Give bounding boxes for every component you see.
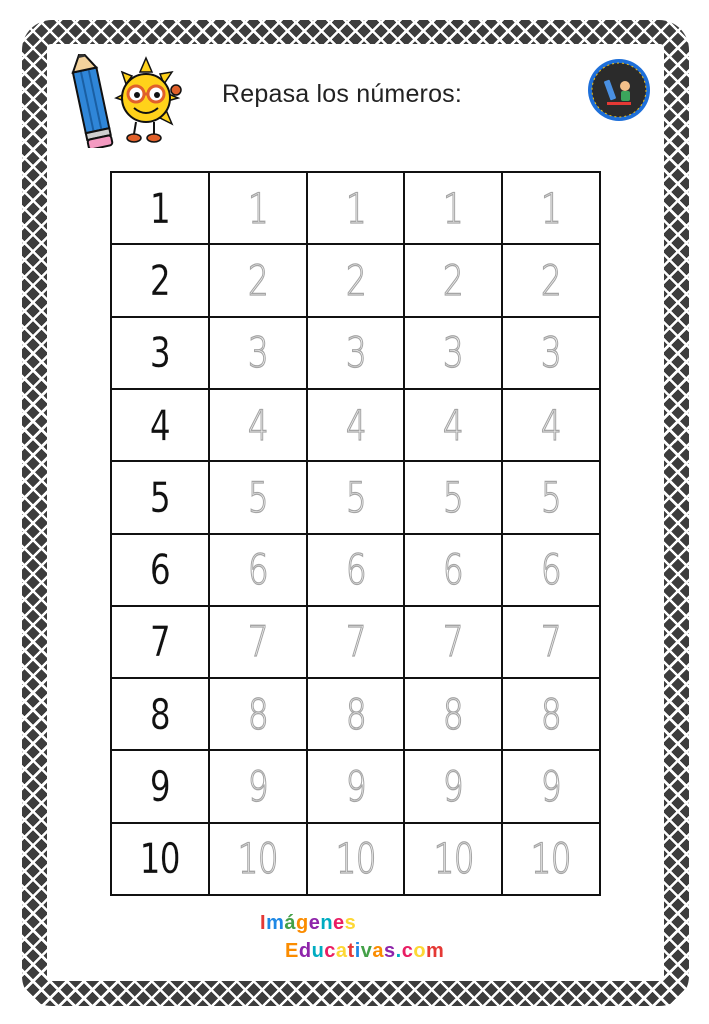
trace-number-cell[interactable] — [210, 751, 308, 823]
dotted-trace-number: 4 — [443, 400, 464, 450]
trace-number-cell[interactable] — [210, 462, 308, 534]
trace-number-cell[interactable] — [503, 390, 601, 462]
dotted-trace-number: 9 — [541, 762, 562, 812]
trace-number-cell[interactable] — [503, 535, 601, 607]
model-number: 4 — [149, 400, 170, 450]
trace-number-cell[interactable] — [503, 679, 601, 751]
model-number: 10 — [139, 834, 180, 884]
trace-number-cell[interactable] — [503, 318, 601, 390]
model-number: 7 — [149, 617, 170, 667]
brand-line-1: Imágenes — [260, 912, 357, 934]
trace-number-cell[interactable] — [308, 824, 406, 896]
dotted-trace-number: 1 — [541, 183, 562, 233]
trace-number-cell[interactable] — [308, 390, 406, 462]
dotted-trace-number: 8 — [443, 689, 464, 739]
dotted-trace-number: 1 — [443, 183, 464, 233]
dotted-trace-number: 6 — [345, 545, 366, 595]
trace-number-cell[interactable] — [210, 535, 308, 607]
dotted-trace-number: 10 — [237, 834, 278, 884]
dotted-trace-number: 5 — [541, 472, 562, 522]
dotted-trace-number: 5 — [443, 472, 464, 522]
trace-number-cell[interactable] — [405, 751, 503, 823]
trace-number-cell[interactable] — [210, 245, 308, 317]
trace-number-cell[interactable] — [503, 462, 601, 534]
model-number: 9 — [149, 762, 170, 812]
dotted-trace-number: 7 — [345, 617, 366, 667]
model-number: 2 — [149, 255, 170, 305]
trace-number-cell[interactable] — [405, 390, 503, 462]
model-number: 8 — [149, 689, 170, 739]
model-number-cell — [112, 824, 210, 896]
dotted-trace-number: 3 — [345, 328, 366, 378]
trace-number-cell[interactable] — [308, 535, 406, 607]
trace-number-cell[interactable] — [405, 607, 503, 679]
dotted-trace-number: 4 — [247, 400, 268, 450]
dotted-trace-number: 3 — [541, 328, 562, 378]
model-number-cell — [112, 679, 210, 751]
dotted-trace-number: 5 — [345, 472, 366, 522]
trace-number-cell[interactable] — [210, 824, 308, 896]
dotted-trace-number: 6 — [541, 545, 562, 595]
trace-number-cell[interactable] — [308, 318, 406, 390]
dotted-trace-number: 5 — [247, 472, 268, 522]
trace-number-cell[interactable] — [308, 245, 406, 317]
dotted-trace-number: 10 — [335, 834, 376, 884]
trace-number-cell[interactable] — [405, 318, 503, 390]
dotted-trace-number: 6 — [443, 545, 464, 595]
dotted-trace-number: 9 — [443, 762, 464, 812]
model-number-cell — [112, 607, 210, 679]
number-tracing-grid — [110, 171, 601, 896]
model-number-cell — [112, 318, 210, 390]
trace-number-cell[interactable] — [210, 679, 308, 751]
dotted-trace-number: 2 — [443, 255, 464, 305]
model-number: 1 — [149, 183, 170, 233]
dotted-trace-number: 8 — [541, 689, 562, 739]
model-number: 5 — [149, 472, 170, 522]
dotted-trace-number: 10 — [433, 834, 474, 884]
trace-number-cell[interactable] — [405, 173, 503, 245]
dotted-trace-number: 2 — [345, 255, 366, 305]
dotted-trace-number: 1 — [247, 183, 268, 233]
dotted-trace-number: 4 — [541, 400, 562, 450]
trace-number-cell[interactable] — [210, 607, 308, 679]
trace-number-cell[interactable] — [405, 824, 503, 896]
dotted-trace-number: 2 — [247, 255, 268, 305]
pencil-sun-mascot-icon — [68, 54, 184, 148]
trace-number-cell[interactable] — [503, 607, 601, 679]
model-number-cell — [112, 173, 210, 245]
model-number-cell — [112, 462, 210, 534]
model-number-cell — [112, 390, 210, 462]
trace-number-cell[interactable] — [308, 679, 406, 751]
trace-number-cell[interactable] — [308, 173, 406, 245]
trace-number-cell[interactable] — [405, 679, 503, 751]
trace-number-cell[interactable] — [308, 462, 406, 534]
dotted-trace-number: 9 — [345, 762, 366, 812]
model-number-cell — [112, 535, 210, 607]
dotted-trace-number: 4 — [345, 400, 366, 450]
dotted-trace-number: 7 — [541, 617, 562, 667]
dotted-trace-number: 2 — [541, 255, 562, 305]
imagenes-educativas-logo-icon — [587, 58, 651, 122]
trace-number-cell[interactable] — [308, 607, 406, 679]
trace-number-cell[interactable] — [503, 173, 601, 245]
trace-number-cell[interactable] — [308, 751, 406, 823]
model-number: 3 — [149, 328, 170, 378]
dotted-trace-number: 3 — [443, 328, 464, 378]
trace-number-cell[interactable] — [503, 824, 601, 896]
dotted-trace-number: 8 — [345, 689, 366, 739]
trace-number-cell[interactable] — [210, 390, 308, 462]
trace-number-cell[interactable] — [405, 462, 503, 534]
dotted-trace-number: 8 — [247, 689, 268, 739]
model-number-cell — [112, 751, 210, 823]
brand-line-2: Educativas.com — [285, 940, 445, 962]
trace-number-cell[interactable] — [405, 245, 503, 317]
trace-number-cell[interactable] — [503, 245, 601, 317]
trace-number-cell[interactable] — [210, 318, 308, 390]
dotted-trace-number: 6 — [247, 545, 268, 595]
dotted-trace-number: 9 — [247, 762, 268, 812]
trace-number-cell[interactable] — [405, 535, 503, 607]
page-title: Repasa los números: — [222, 80, 463, 108]
dotted-trace-number: 10 — [531, 834, 572, 884]
dotted-trace-number: 3 — [247, 328, 268, 378]
dotted-trace-number: 7 — [443, 617, 464, 667]
dotted-trace-number: 1 — [345, 183, 366, 233]
trace-number-cell[interactable] — [210, 173, 308, 245]
model-number: 6 — [149, 545, 170, 595]
model-number-cell — [112, 245, 210, 317]
trace-number-cell[interactable] — [503, 751, 601, 823]
dotted-trace-number: 7 — [247, 617, 268, 667]
